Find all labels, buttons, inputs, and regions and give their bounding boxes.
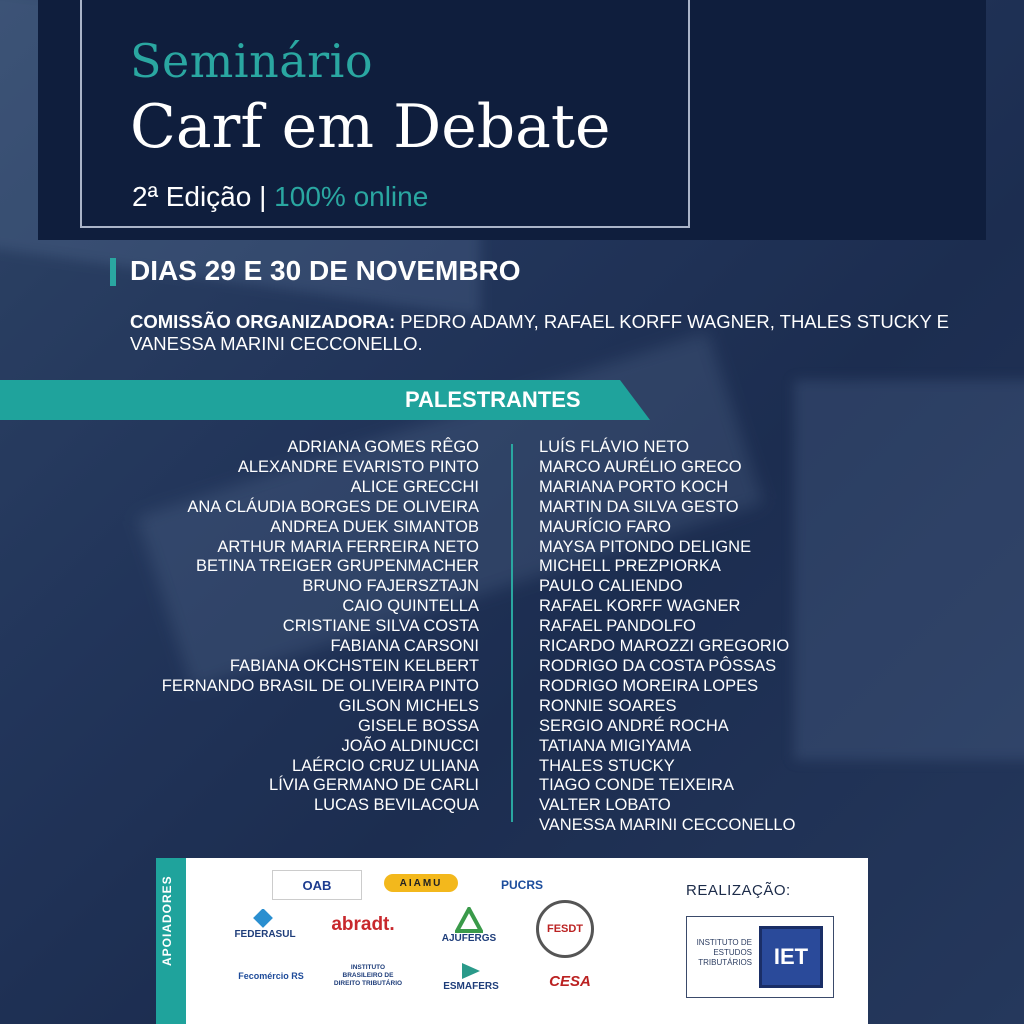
speaker-name: GILSON MICHELS <box>338 696 479 715</box>
speaker-name: FERNANDO BRASIL DE OLIVEIRA PINTO <box>161 676 479 695</box>
speaker-name: RICARDO MAROZZI GREGORIO <box>539 637 790 656</box>
esmafers-logo <box>436 956 506 996</box>
esmafers-logo-text: ESMAFERS <box>443 980 499 992</box>
speaker-name: ANDREA DUEK SIMANTOB <box>270 517 479 536</box>
ibdt-logo-text: INSTITUTO BRASILEIRO DE DIREITO TRIBUTÁRIO <box>333 964 403 987</box>
speaker-name: ALICE GRECCHI <box>350 477 479 496</box>
speaker-name: SERGIO ANDRÉ ROCHA <box>539 716 729 735</box>
ajufergs-logo-text: AJUFERGS <box>441 932 497 944</box>
speaker-name: RAFAEL KORFF WAGNER <box>539 597 741 616</box>
speaker-name: BRUNO FAJERSZTAJN <box>302 577 479 596</box>
dates-accent-bar <box>110 258 116 286</box>
speaker-name: MAURÍCIO FARO <box>539 517 672 536</box>
speaker-name: MAYSA PITONDO DELIGNE <box>539 537 752 556</box>
sponsors-label: APOIADORES <box>160 875 174 966</box>
ajufergs-logo <box>432 902 506 948</box>
fesdt-logo-text: FESDT <box>546 923 584 935</box>
speaker-name: MICHELL PREZPIORKA <box>539 557 721 576</box>
federasul-logo-text: FEDERASUL <box>234 928 296 940</box>
oab-logo-text: OAB <box>302 877 332 893</box>
speaker-name: TIAGO CONDE TEIXEIRA <box>539 776 734 795</box>
speakers-left-column <box>162 438 479 816</box>
edition-highlight: 100% online <box>274 181 429 212</box>
speaker-name: LAÉRCIO CRUZ ULIANA <box>291 756 479 775</box>
speaker-name: ADRIANA GOMES RÊGO <box>287 438 479 456</box>
speaker-name: TATIANA MIGIYAMA <box>539 736 692 755</box>
page-title: Carf em Debate <box>130 92 611 162</box>
speaker-name: LUÍS FLÁVIO NETO <box>539 438 690 456</box>
speaker-name: RAFAEL PANDOLFO <box>539 617 696 636</box>
aiamu-logo-text: AIAMU <box>399 877 443 889</box>
background-shape <box>794 380 1024 760</box>
esmafers-icon <box>460 961 482 981</box>
iet-institute-name: INSTITUTO DE ESTUDOS TRIBUTÁRIOS <box>696 938 752 967</box>
speaker-name: CAIO QUINTELLA <box>342 597 479 616</box>
speaker-name: VANESSA MARINI CECCONELLO <box>539 816 796 835</box>
aiamu-logo <box>384 874 458 892</box>
speakers-title: PALESTRANTES <box>405 387 581 412</box>
abradt-logo <box>322 912 404 938</box>
speaker-name: JOÃO ALDINUCCI <box>341 736 479 755</box>
speaker-name: ANA CLÁUDIA BORGES DE OLIVEIRA <box>187 497 479 516</box>
speaker-name: LÍVIA GERMANO DE CARLI <box>269 776 479 795</box>
pucrs-logo-text: PUCRS <box>500 878 543 892</box>
speaker-name: RODRIGO MOREIRA LOPES <box>539 676 759 695</box>
edition-prefix: 2ª Edição | <box>132 181 275 212</box>
speaker-name: FABIANA CARSONI <box>330 637 479 656</box>
speaker-name: FABIANA OKCHSTEIN KELBERT <box>229 656 479 675</box>
pucrs-logo <box>486 876 558 894</box>
realizacao-label: REALIZAÇÃO: <box>686 882 791 899</box>
speaker-name: MARCO AURÉLIO GRECO <box>539 457 742 476</box>
speakers-right-column <box>539 438 795 836</box>
ibdt-logo <box>332 960 404 992</box>
speaker-name: GISELE BOSSA <box>357 716 479 735</box>
edition-line <box>132 181 428 213</box>
fesdt-logo <box>536 900 594 958</box>
committee-members: PEDRO ADAMY, RAFAEL KORFF WAGNER, THALES STUCKY E VANESSA MARINI CECCONELLO. <box>130 311 949 354</box>
speaker-name: MARTIN DA SILVA GESTO <box>539 497 739 516</box>
speaker-name: ALEXANDRE EVARISTO PINTO <box>237 457 479 476</box>
speaker-name: PAULO CALIENDO <box>539 577 683 596</box>
iet-logo: IET <box>759 926 823 988</box>
speaker-name: LUCAS BEVILACQUA <box>313 796 479 815</box>
oab-logo <box>272 870 362 900</box>
ajufergs-icon <box>455 907 483 933</box>
event-dates: DIAS 29 E 30 DE NOVEMBRO <box>130 255 521 286</box>
speaker-name: RODRIGO DA COSTA PÔSSAS <box>539 656 777 675</box>
speaker-name: RONNIE SOARES <box>539 696 677 715</box>
cesa-logo <box>538 970 602 992</box>
abradt-logo-text: abradt. <box>331 914 395 935</box>
speaker-name: VALTER LOBATO <box>539 796 671 815</box>
speaker-name: MARIANA PORTO KOCH <box>539 477 729 496</box>
federasul-icon <box>252 909 278 929</box>
organizing-committee <box>130 311 950 355</box>
fecomercio-logo-text: Fecomércio RS <box>238 971 304 981</box>
speaker-name: BETINA TREIGER GRUPENMACHER <box>196 557 479 576</box>
committee-label: COMISSÃO ORGANIZADORA: <box>130 311 396 332</box>
speaker-name: CRISTIANE SILVA COSTA <box>282 617 479 636</box>
title-small: Seminário <box>130 34 374 88</box>
speaker-name: THALES STUCKY <box>539 756 675 775</box>
cesa-logo-text: CESA <box>549 972 591 990</box>
federasul-logo <box>232 904 298 944</box>
speaker-name: ARTHUR MARIA FERREIRA NETO <box>217 537 479 556</box>
fecomercio-logo <box>238 964 304 988</box>
column-divider <box>511 444 513 822</box>
